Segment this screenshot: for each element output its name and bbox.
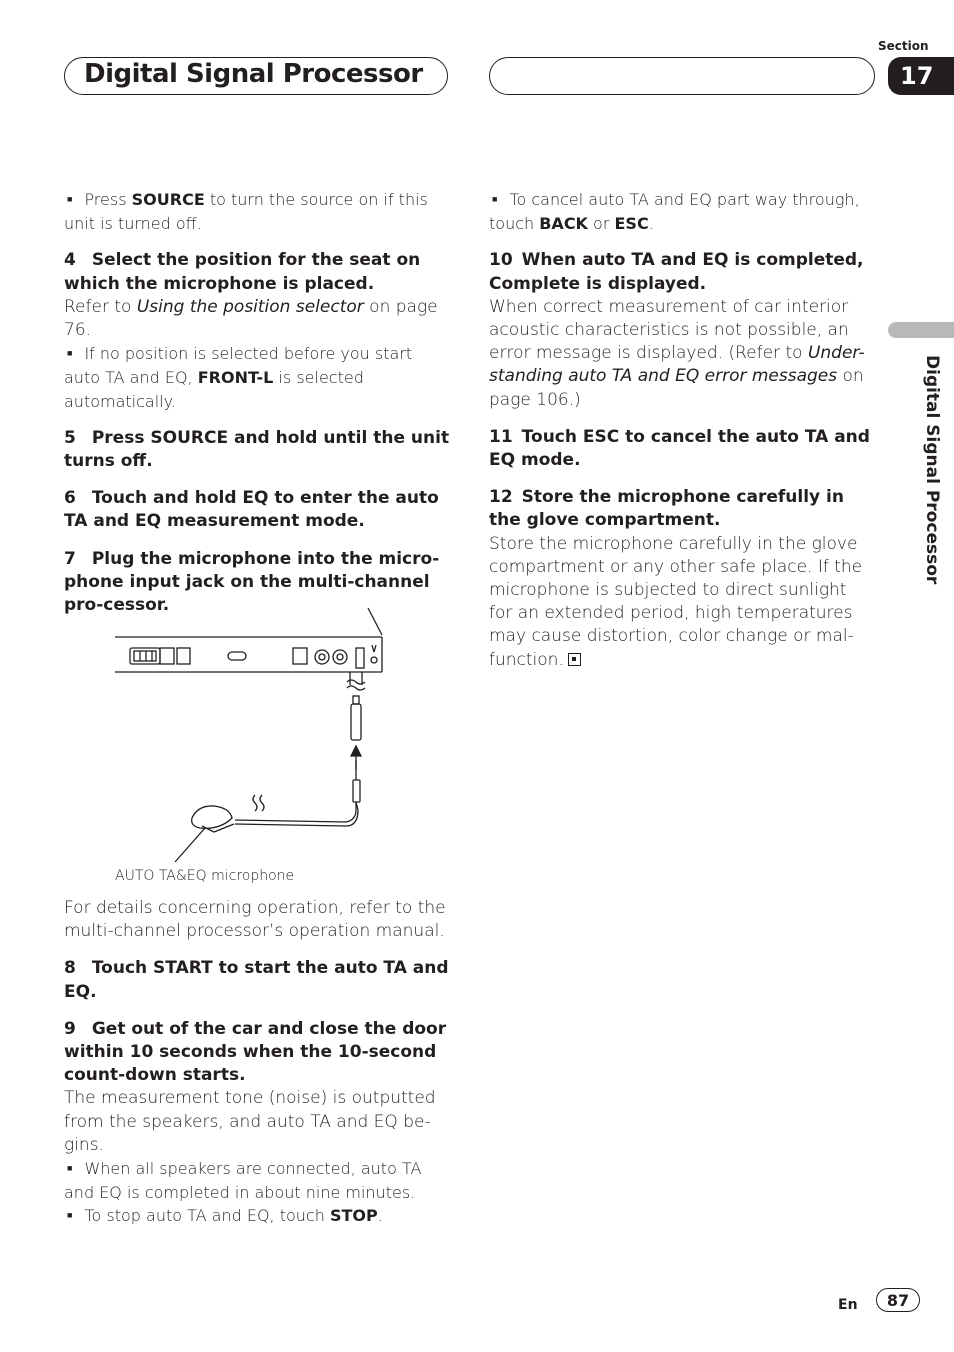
step-12-heading: 12 Store the microphone carefully in the glove compartment. xyxy=(489,487,844,531)
bullet-square-icon: ■ xyxy=(67,1211,73,1222)
page-number: 87 xyxy=(886,1290,910,1310)
processor-unit-illustration xyxy=(115,608,382,672)
step-4-heading: 4 Select the position for the seat on which the microphone is placed. xyxy=(64,250,421,294)
figure-caption: AUTO TA&EQ microphone xyxy=(115,868,295,884)
step-5-heading: 5 Press SOURCE and hold until the unit turns off. xyxy=(64,427,450,472)
language-label: En xyxy=(838,1297,858,1313)
side-tab-text: Digital Signal Processor xyxy=(922,355,942,585)
bullet-square-icon: ■ xyxy=(67,195,73,205)
bullet-square-icon: ■ xyxy=(67,349,73,360)
step-10-body: When correct measurement of car interior acoustic characteristics is not possible, an error message is displayed. (Refer to Under-standing auto TA and EQ error messages on page 106.) xyxy=(489,296,865,410)
left-column xyxy=(64,188,450,617)
step-11-heading: 11 Touch ESC to cancel the auto TA and EQ mode. xyxy=(489,426,870,471)
section-label: Section xyxy=(878,39,929,53)
left-column-lower xyxy=(64,897,450,1229)
bullet-source: ■ Press SOURCE to turn the source on if this unit is turned off. xyxy=(64,190,428,234)
section-number: 17 xyxy=(900,62,934,90)
right-column xyxy=(489,188,875,672)
step-9-heading: 9 Get out of the car and close the door within 10 seconds when the 10-second count-down starts. xyxy=(64,1018,447,1086)
section-number-badge xyxy=(888,57,954,95)
header-blank-frame xyxy=(489,57,875,95)
bullet-nine-minutes: ■ When all speakers are connected, auto TA and EQ is completed in about nine minutes. xyxy=(64,1159,422,1203)
step-10-heading: 10 When auto TA and EQ is completed, Complete is displayed. xyxy=(489,250,864,294)
step-6-heading: 6 Touch and hold EQ to enter the auto TA and EQ measurement mode. xyxy=(64,488,439,532)
end-mark-icon xyxy=(568,653,581,666)
bullet-cancel: ■ To cancel auto TA and EQ part way through, touch BACK or ESC. xyxy=(489,190,860,234)
bullet-stop: ■ To stop auto TA and EQ, touch STOP. xyxy=(67,1206,383,1226)
bullet-front-l: ■ If no position is selected before you start auto TA and EQ, FRONT-L is selected automatically. xyxy=(64,344,413,411)
microphone-connection-diagram xyxy=(110,600,400,870)
details-paragraph: For details concerning operation, refer to the multi-channel processor’s operation manual. xyxy=(64,898,446,942)
bullet-square-icon: ■ xyxy=(67,1164,73,1175)
step-7-heading: 7 Plug the microphone into the micro-phone input jack on the multi-channel pro-cessor. xyxy=(64,548,440,616)
step-8-heading: 8 Touch START to start the auto TA and EQ. xyxy=(64,958,449,1002)
step-9-body: The measurement tone (noise) is outputted from the speakers, and auto TA and EQ be-gins. xyxy=(64,1088,436,1155)
microphone-illustration xyxy=(175,795,264,862)
bullet-square-icon: ■ xyxy=(492,195,498,205)
page-number-badge xyxy=(876,1288,920,1312)
step-12-body: Store the microphone carefully in the glove compartment or any other safe place. If the microphone is subjected to direct sunlight for an extended period, high temperatures may cause distortion, color change or mal-function. xyxy=(489,533,863,670)
step-4-body: Refer to Using the position selector on page 76. xyxy=(64,296,438,341)
page-title: Digital Signal Processor xyxy=(84,59,423,89)
side-tab-marker xyxy=(888,322,954,338)
